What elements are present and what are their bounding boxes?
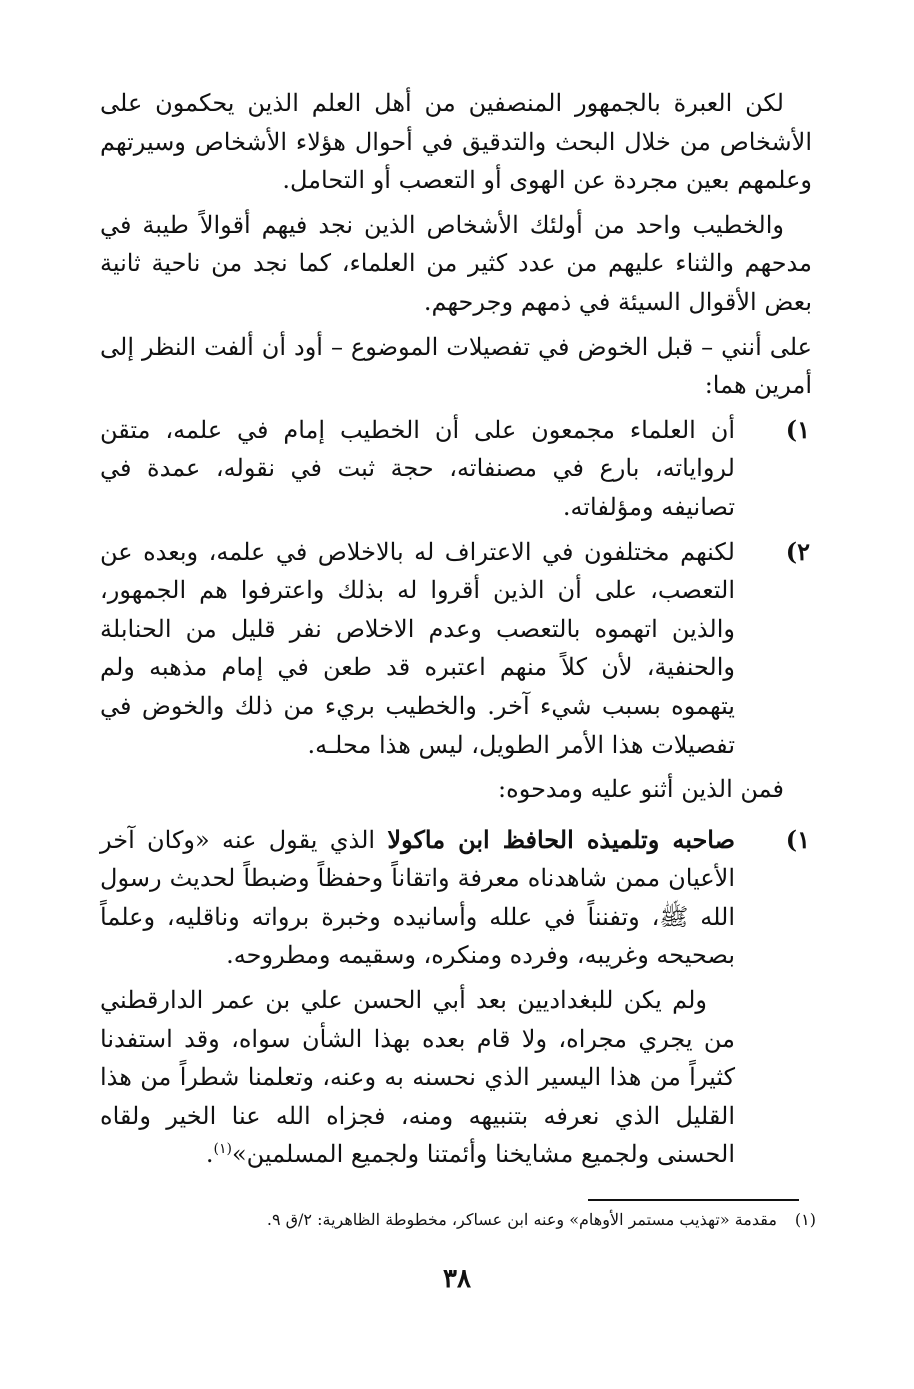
list-item bbox=[100, 821, 812, 1174]
footnote-text: مقدمة «تهذيب مستمر الأوهام» وعنه ابن عساكر، مخطوطة الظاهرية: ٢/ق ٩. bbox=[266, 1210, 777, 1229]
footnote-divider bbox=[588, 1199, 799, 1201]
list-item-text: أن العلماء مجمعون على أن الخطيب إمام في علمه، متقن لرواياته، بارع في مصنفاته، حجة ثبت في نقوله، عمدة في تصانيفه ومؤلفاته. bbox=[100, 415, 736, 521]
list-item-text bbox=[100, 821, 735, 975]
list-item-number: ١) bbox=[785, 824, 810, 854]
paragraph-1: لكن العبرة بالجمهور المنصفين من أهل العلم الذين يحكمون على الأشخاص من خلال البحث والتدقيق في أحوال هؤلاء الأشخاص وسيرتهم وعلمهم بعين مجردة عن الهوى أو التعصب أو التحامل. bbox=[100, 89, 812, 195]
list-item-text: لكنهم مختلفون في الاعتراف له بالاخلاص في علمه، وبعده عن التعصب، على أن الذين أقروا له بذلك واعترفوا هم الجمهور، والذين اتهموه بالتعصب وعدم الاخلاص نفر قليل من الحنابلة والحنفية، لأن كلاً منهم اعتبره قد طعن في إمام مذهبه ولم يتهموه بسبب شيء آخر. والخطيب بريء من ذلك والخوض في تفصيلات هذا الأمر الطويل، ليس هذا محلـه. bbox=[100, 537, 735, 759]
praise-intro: فمن الذين أثنو عليه ومدحوه: bbox=[498, 775, 784, 804]
footnote bbox=[130, 1206, 816, 1234]
paragraph-2: والخطيب واحد من أولئك الأشخاص الذين نجد فيهم أقوالاً طيبة في مدحهم والثناء عليهم من عدد كثير من العلماء، كما نجد من ناحية ثانية بعض الأقوال السيئة في ذمهم وجرحهم. bbox=[100, 210, 812, 316]
footnote-number: (١) bbox=[794, 1210, 816, 1229]
quote-text: الذي يقول عنه «وكان آخر الأعيان ممن شاهدناه معرفة واتقاناً وحفظاً وضبطاً لحديث رسول الله ﷺ، وتفنناً في علله وأسانيده وخبرة برواته وناقليه، وعلماً بصحيحه وغريبه، وفرده ومنكره، وسقيمه ومطروحه. bbox=[100, 825, 735, 970]
scholar-name: صاحبه وتلميذه الحافظ ابن ماكولا bbox=[387, 824, 735, 854]
quote-continuation-text: ولم يكن للبغداديين بعد أبي الحسن علي بن عمر الدارقطني من يجري مجراه، ولا قام بعده بهذا الشأن سواه، وقد استفدنا كثيراً من هذا اليسير الذي نحسنه به وعنه، وتعلمنا شطراً من هذا القليل الذي نعرفه بتنبيهه ومنه، فجزاه الله عنا الخير ولقاه الحسنى ولجميع مشايخنا وأئمتنا ولجميع المسلمين» bbox=[100, 986, 735, 1169]
list-item-number: ١) bbox=[785, 414, 810, 444]
paragraph-3: على أنني – قبل الخوض في تفصيلات الموضوع – أود أن ألفت النظر إلى أمرين هما: bbox=[100, 332, 812, 400]
quote-continuation: ولم يكن للبغداديين بعد أبي الحسن علي بن عمر الدارقطني من يجري مجراه، ولا قام بعده بهذا الشأن سواه، وقد استفدنا كثيراً من هذا اليسير الذي نحسنه به وعنه، وتعلمنا شطراً من هذا القليل الذي نعرفه بتنبيهه ومنه، فجزاه الله عنا الخير ولقاه الحسنى ولجميع مشايخنا وأئمتنا ولجميع المسلمين»$^{(١)}$. bbox=[100, 986, 735, 1169]
list-item bbox=[100, 411, 812, 527]
list-item-number: ٢) bbox=[785, 536, 810, 566]
main-text bbox=[100, 84, 812, 1174]
list-item bbox=[100, 533, 812, 765]
footnote-reference[interactable]: (١) bbox=[213, 1141, 232, 1158]
page-number: ٣٨ bbox=[443, 1264, 471, 1294]
